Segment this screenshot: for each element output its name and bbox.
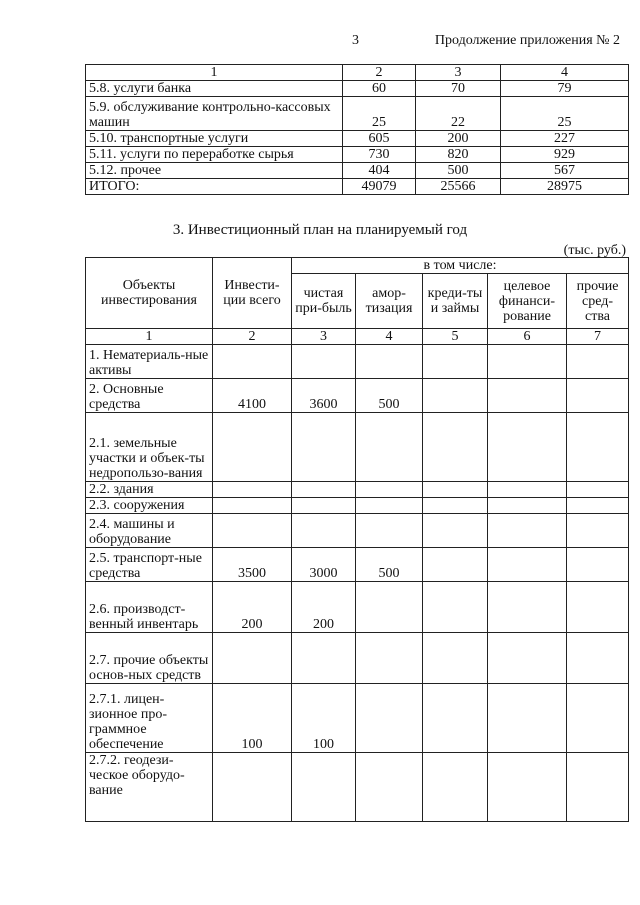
row-name: 2.7. прочие объекты основ-ных средств (86, 633, 213, 684)
cell-empty (567, 582, 629, 633)
row-name: 5.8. услуги банка (86, 81, 343, 97)
col-number: 1 (86, 329, 213, 345)
cell-value: 200 (292, 582, 356, 633)
cell-empty (423, 345, 488, 379)
cell-value: 605 (343, 131, 416, 147)
table-row (86, 514, 629, 548)
cell-empty (488, 633, 567, 684)
table-row (86, 413, 629, 482)
cell-empty (488, 582, 567, 633)
cell-empty (567, 548, 629, 582)
expenses-table (85, 64, 629, 195)
cell-empty (488, 498, 567, 514)
cell-empty (567, 633, 629, 684)
cell-value: 49079 (343, 179, 416, 195)
cell-empty (488, 753, 567, 822)
header-other: прочие сред-ства (567, 274, 629, 329)
header-target-funding: целевое финанси-рование (488, 274, 567, 329)
cell-empty (567, 345, 629, 379)
col-number: 1 (86, 65, 343, 81)
col-number: 4 (501, 65, 629, 81)
col-number: 3 (416, 65, 501, 81)
cell-value: 70 (416, 81, 501, 97)
cell-value: 25566 (416, 179, 501, 195)
cell-value (213, 753, 292, 822)
cell-value (213, 482, 292, 498)
table-row (86, 147, 629, 163)
cell-value (292, 345, 356, 379)
cell-empty (423, 582, 488, 633)
row-name: 5.10. транспортные услуги (86, 131, 343, 147)
cell-value: 60 (343, 81, 416, 97)
cell-value (292, 753, 356, 822)
cell-empty (423, 413, 488, 482)
cell-value (292, 633, 356, 684)
header-amortization: амор-тизация (356, 274, 423, 329)
cell-empty (488, 684, 567, 753)
cell-value: 28975 (501, 179, 629, 195)
cell-value (292, 514, 356, 548)
row-name: 2. Основные средства (86, 379, 213, 413)
cell-empty (567, 498, 629, 514)
cell-empty (488, 413, 567, 482)
cell-value: 929 (501, 147, 629, 163)
cell-value: 25 (343, 97, 416, 131)
table-header-row (86, 65, 629, 81)
row-name: 2.6. производст-венный инвентарь (86, 582, 213, 633)
cell-value (356, 582, 423, 633)
table-row (86, 548, 629, 582)
cell-value: 25 (501, 97, 629, 131)
units-label: (тыс. руб.) (563, 243, 626, 258)
cell-value (356, 498, 423, 514)
cell-value (356, 482, 423, 498)
row-name: 1. Нематериаль-ные активы (86, 345, 213, 379)
cell-value: 404 (343, 163, 416, 179)
row-name: 5.12. прочее (86, 163, 343, 179)
cell-empty (423, 379, 488, 413)
header-including: в том числе: (292, 258, 629, 274)
table-row (86, 498, 629, 514)
cell-value (356, 413, 423, 482)
cell-value: 227 (501, 131, 629, 147)
header-total: Инвести-ции всего (213, 258, 292, 329)
cell-empty (567, 753, 629, 822)
cell-empty (423, 684, 488, 753)
row-name: 2.1. земельные участки и объек-ты недропользо-вания (86, 413, 213, 482)
table-row (86, 163, 629, 179)
cell-value (356, 684, 423, 753)
cell-value: 3600 (292, 379, 356, 413)
row-name: 2.5. транспорт-ные средства (86, 548, 213, 582)
col-number: 3 (292, 329, 356, 345)
cell-empty (488, 345, 567, 379)
cell-empty (423, 514, 488, 548)
cell-value: 22 (416, 97, 501, 131)
row-name: 5.9. обслуживание контрольно-кассовых машин (86, 97, 343, 131)
cell-empty (423, 548, 488, 582)
cell-value: 4100 (213, 379, 292, 413)
row-name: 2.4. машины и оборудование (86, 514, 213, 548)
cell-value: 3000 (292, 548, 356, 582)
cell-value: 200 (213, 582, 292, 633)
table-row (86, 345, 629, 379)
column-numbers-row (86, 329, 629, 345)
table-row (86, 379, 629, 413)
table-row (86, 97, 629, 131)
page-number: 3 (352, 33, 359, 48)
row-name: 2.7.2. геодези-ческое оборудо-вание (86, 753, 213, 822)
col-number: 7 (567, 329, 629, 345)
cell-empty (488, 482, 567, 498)
cell-value (213, 498, 292, 514)
cell-value (213, 345, 292, 379)
header-objects: Объекты инвестирования (86, 258, 213, 329)
row-name: 2.3. сооружения (86, 498, 213, 514)
cell-value (292, 413, 356, 482)
cell-value (292, 498, 356, 514)
cell-empty (423, 482, 488, 498)
investment-plan-table (85, 257, 629, 822)
cell-empty (423, 498, 488, 514)
row-name: 2.2. здания (86, 482, 213, 498)
cell-empty (567, 514, 629, 548)
col-number: 2 (213, 329, 292, 345)
cell-value (213, 413, 292, 482)
table-row (86, 633, 629, 684)
cell-value: 730 (343, 147, 416, 163)
cell-value: 820 (416, 147, 501, 163)
cell-empty (488, 548, 567, 582)
cell-value: 567 (501, 163, 629, 179)
col-number: 2 (343, 65, 416, 81)
row-name: 5.11. услуги по переработке сырья (86, 147, 343, 163)
col-number: 4 (356, 329, 423, 345)
header-net-profit: чистая при-быль (292, 274, 356, 329)
cell-value (356, 753, 423, 822)
cell-empty (488, 379, 567, 413)
col-number: 5 (423, 329, 488, 345)
cell-value: 100 (213, 684, 292, 753)
col-number: 6 (488, 329, 567, 345)
cell-value (356, 633, 423, 684)
cell-value (292, 482, 356, 498)
row-name: ИТОГО: (86, 179, 343, 195)
continuation-label: Продолжение приложения № 2 (434, 33, 620, 48)
table-row (86, 753, 629, 822)
cell-value (356, 514, 423, 548)
cell-value: 500 (416, 163, 501, 179)
section-title: 3. Инвестиционный план на планируемый год (172, 222, 468, 238)
cell-value: 500 (356, 548, 423, 582)
cell-empty (567, 482, 629, 498)
cell-value: 3500 (213, 548, 292, 582)
table-row (86, 482, 629, 498)
cell-value: 500 (356, 379, 423, 413)
cell-empty (567, 379, 629, 413)
cell-empty (567, 684, 629, 753)
row-name: 2.7.1. лицен-зионное про-граммное обеспечение (86, 684, 213, 753)
cell-value (356, 345, 423, 379)
cell-empty (423, 753, 488, 822)
cell-empty (423, 633, 488, 684)
cell-value: 100 (292, 684, 356, 753)
table-row (86, 582, 629, 633)
header-row (86, 258, 629, 274)
cell-value (213, 514, 292, 548)
table-row-total (86, 179, 629, 195)
table-row (86, 131, 629, 147)
cell-value: 79 (501, 81, 629, 97)
table-row (86, 684, 629, 753)
cell-value (213, 633, 292, 684)
cell-empty (567, 413, 629, 482)
cell-value: 200 (416, 131, 501, 147)
cell-empty (488, 514, 567, 548)
header-credits: креди-ты и займы (423, 274, 488, 329)
table-row (86, 81, 629, 97)
